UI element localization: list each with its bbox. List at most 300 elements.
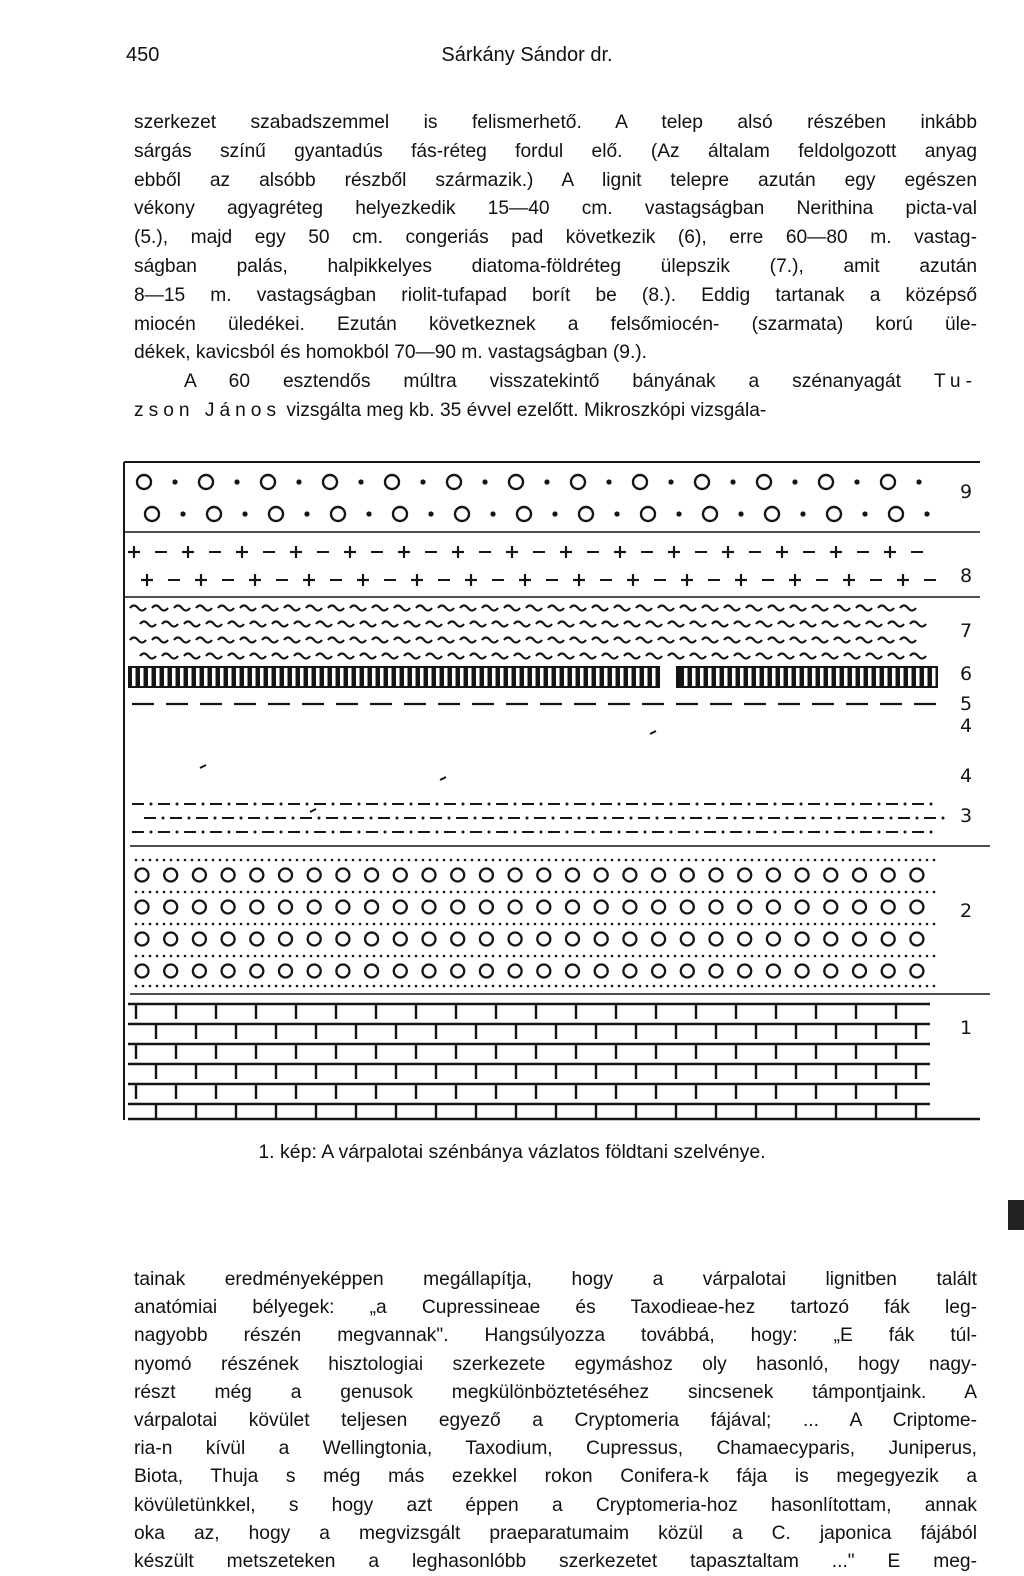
limestone-hatch — [292, 668, 296, 686]
sand-dot — [331, 985, 334, 988]
sand-dot — [534, 955, 537, 958]
sand-dot — [891, 923, 894, 926]
sand-dot — [338, 985, 341, 988]
sand-dot — [296, 891, 299, 894]
sand-dot — [639, 859, 642, 862]
sand-dot — [359, 985, 362, 988]
sand-dot — [826, 803, 829, 806]
shale-wave — [690, 654, 706, 659]
pebble-circle — [250, 933, 263, 946]
sand-dot — [748, 831, 751, 834]
sand-dot — [891, 891, 894, 894]
sand-dot — [219, 955, 222, 958]
sand-dot — [332, 803, 335, 806]
sand-dot — [280, 831, 283, 834]
sand-dot — [611, 891, 614, 894]
sand-dot — [566, 803, 569, 806]
shale-wave — [624, 654, 640, 659]
sand-dot — [884, 985, 887, 988]
gravel-dot — [916, 479, 921, 484]
shale-wave — [658, 606, 674, 611]
shale-wave — [272, 654, 288, 659]
sand-dot — [856, 985, 859, 988]
sand-dot — [345, 859, 348, 862]
limestone-hatch — [556, 668, 560, 686]
sand-dot — [674, 891, 677, 894]
sand-dot — [464, 955, 467, 958]
shale-wave — [152, 606, 168, 611]
sand-dot — [226, 859, 229, 862]
sand-dot — [639, 955, 642, 958]
sand-dot — [618, 859, 621, 862]
gravel-dot — [358, 479, 363, 484]
sand-dot — [478, 923, 481, 926]
sand-dot — [774, 831, 777, 834]
sand-dot — [219, 859, 222, 862]
shale-wave — [262, 606, 278, 611]
sand-dot — [702, 923, 705, 926]
sand-dot — [562, 891, 565, 894]
shale-wave — [768, 638, 784, 643]
sand-dot — [863, 923, 866, 926]
sand-dot — [891, 859, 894, 862]
sand-dot — [436, 859, 439, 862]
limestone-hatch — [620, 668, 624, 686]
sand-dot — [583, 923, 586, 926]
shale-wave — [548, 638, 564, 643]
sand-dot — [722, 831, 725, 834]
limestone-hatch — [452, 668, 456, 686]
shale-wave — [646, 654, 662, 659]
sand-dot — [695, 891, 698, 894]
sand-dot — [184, 859, 187, 862]
sand-dot — [205, 891, 208, 894]
sand-dot — [807, 891, 810, 894]
sand-dot — [618, 985, 621, 988]
sand-dot — [826, 831, 829, 834]
sand-dot — [514, 831, 517, 834]
sand-dot — [566, 831, 569, 834]
sand-dot — [779, 985, 782, 988]
sand-dot — [942, 817, 945, 820]
sand-dot — [786, 955, 789, 958]
limestone-hatch — [140, 668, 144, 686]
pebble-circle — [681, 965, 694, 978]
sand-dot — [838, 817, 841, 820]
sand-dot — [688, 891, 691, 894]
sand-dot — [310, 859, 313, 862]
sand-dot — [366, 859, 369, 862]
sand-dot — [338, 859, 341, 862]
sand-dot — [926, 923, 929, 926]
limestone-hatch — [492, 668, 496, 686]
sand-dot — [310, 923, 313, 926]
sand-dot — [828, 955, 831, 958]
gravel-dot — [854, 479, 859, 484]
sand-dot — [800, 803, 803, 806]
sand-dot — [583, 859, 586, 862]
sand-dot — [149, 923, 152, 926]
sand-dot — [744, 891, 747, 894]
sand-dot — [462, 831, 465, 834]
sand-dot — [429, 955, 432, 958]
shale-wave — [570, 606, 586, 611]
sand-dot — [415, 923, 418, 926]
pebble-circle — [910, 965, 923, 978]
sand-dot — [135, 891, 138, 894]
sand-dot — [163, 923, 166, 926]
shale-wave — [888, 622, 904, 627]
sand-dot — [408, 923, 411, 926]
sand-dot — [436, 985, 439, 988]
sand-dot — [324, 955, 327, 958]
sand-dot — [814, 859, 817, 862]
shale-wave — [592, 606, 608, 611]
sand-dot — [436, 803, 439, 806]
sand-dot — [464, 985, 467, 988]
sand-dot — [289, 985, 292, 988]
pebble-circle — [681, 869, 694, 882]
sand-dot — [765, 891, 768, 894]
sand-dot — [751, 955, 754, 958]
shale-wave — [844, 622, 860, 627]
text-line: oka az, hogy a megvizsgált praeparatumaim közül a C. japonica fájából — [134, 1522, 977, 1544]
shale-wave — [746, 606, 762, 611]
shale-wave — [416, 638, 432, 643]
pebble-circle — [365, 965, 378, 978]
sand-dot — [716, 955, 719, 958]
sand-dot — [514, 803, 517, 806]
sand-dot — [492, 923, 495, 926]
sand-dot — [526, 817, 529, 820]
shale-wave — [866, 622, 882, 627]
sand-dot — [681, 955, 684, 958]
sand-dot — [548, 955, 551, 958]
sand-dot — [198, 955, 201, 958]
sand-dot — [247, 923, 250, 926]
sand-dot — [583, 985, 586, 988]
pebble-circle — [193, 901, 206, 914]
sand-dot — [786, 817, 789, 820]
limestone-hatch — [516, 668, 520, 686]
sand-dot — [870, 955, 873, 958]
sand-dot — [660, 859, 663, 862]
sand-dot — [744, 985, 747, 988]
sand-dot — [443, 985, 446, 988]
pebble-circle — [853, 901, 866, 914]
sand-dot — [373, 891, 376, 894]
sand-dot — [436, 955, 439, 958]
shale-wave — [910, 654, 926, 659]
sand-dot — [611, 859, 614, 862]
limestone-hatch — [780, 668, 784, 686]
sand-dot — [786, 923, 789, 926]
sand-dot — [289, 955, 292, 958]
pebble-circle — [308, 965, 321, 978]
sand-dot — [891, 955, 894, 958]
geological-section-figure — [110, 452, 990, 1132]
sand-dot — [485, 859, 488, 862]
sand-dot — [660, 955, 663, 958]
sand-dot — [744, 859, 747, 862]
sand-dot — [878, 831, 881, 834]
pebble-circle — [710, 933, 723, 946]
limestone-hatch — [548, 668, 552, 686]
pebble-circle — [910, 869, 923, 882]
pebble-circle — [853, 869, 866, 882]
sand-dot — [912, 859, 915, 862]
sand-dot — [177, 985, 180, 988]
shale-wave — [724, 606, 740, 611]
sand-dot — [415, 985, 418, 988]
sand-dot — [233, 891, 236, 894]
pebble-circle — [451, 965, 464, 978]
sand-dot — [184, 923, 187, 926]
sand-dot — [394, 859, 397, 862]
sand-dot — [576, 891, 579, 894]
sand-dot — [828, 859, 831, 862]
limestone-hatch — [436, 668, 440, 686]
sand-dot — [303, 923, 306, 926]
gravel-circle — [455, 507, 469, 521]
gravel-dot — [490, 511, 495, 516]
sand-dot — [842, 859, 845, 862]
pebble-circle — [136, 901, 149, 914]
sand-dot — [359, 859, 362, 862]
sand-dot — [758, 859, 761, 862]
shale-wave — [448, 622, 464, 627]
shale-wave — [284, 638, 300, 643]
shale-wave — [438, 638, 454, 643]
sand-dot — [552, 817, 555, 820]
sand-dot — [331, 859, 334, 862]
pebble-circle — [824, 933, 837, 946]
gravel-dot — [862, 511, 867, 516]
shale-wave — [492, 622, 508, 627]
sand-dot — [303, 955, 306, 958]
sand-dot — [611, 923, 614, 926]
limestone-hatch — [644, 668, 648, 686]
sand-dot — [758, 985, 761, 988]
sand-dot — [212, 891, 215, 894]
sand-dot — [870, 923, 873, 926]
shale-wave — [460, 606, 476, 611]
sand-dot — [373, 923, 376, 926]
sand-dot — [912, 955, 915, 958]
shale-wave — [206, 622, 222, 627]
sand-dot — [548, 923, 551, 926]
shale-wave — [822, 654, 838, 659]
limestone-hatch — [732, 668, 736, 686]
sand-dot — [303, 891, 306, 894]
shale-wave — [360, 622, 376, 627]
shale-wave — [174, 638, 190, 643]
sand-dot — [214, 817, 217, 820]
shale-wave — [240, 606, 256, 611]
sand-dot — [688, 859, 691, 862]
sand-dot — [499, 891, 502, 894]
shale-wave — [856, 606, 872, 611]
shale-wave — [306, 606, 322, 611]
sand-dot — [506, 923, 509, 926]
sand-dot — [828, 985, 831, 988]
gravel-dot — [606, 479, 611, 484]
sand-dot — [317, 923, 320, 926]
limestone-hatch — [540, 668, 544, 686]
gravel-dot — [730, 479, 735, 484]
limestone-hatch — [388, 668, 392, 686]
sand-dot — [373, 859, 376, 862]
sand-dot — [821, 955, 824, 958]
sand-dot — [933, 859, 936, 862]
sand-dot — [534, 923, 537, 926]
sand-dot — [450, 985, 453, 988]
gravel-circle — [881, 475, 895, 489]
pebble-circle — [623, 901, 636, 914]
sand-dot — [548, 891, 551, 894]
sand-dot — [261, 923, 264, 926]
sand-dot — [625, 859, 628, 862]
sand-dot — [176, 831, 179, 834]
limestone-hatch — [484, 668, 488, 686]
pebble-circle — [250, 901, 263, 914]
shale-wave — [724, 638, 740, 643]
sand-dot — [240, 985, 243, 988]
text-line: kövületünkkel, s hogy azt éppen a Cryptomeria-hoz hasonlítottam, annak — [134, 1494, 977, 1516]
sand-dot — [905, 923, 908, 926]
limestone-hatch — [276, 668, 280, 686]
pebble-circle — [796, 965, 809, 978]
sand-dot — [527, 923, 530, 926]
sand-dot — [247, 859, 250, 862]
sand-dot — [751, 923, 754, 926]
limestone-hatch — [524, 668, 528, 686]
limestone-hatch — [308, 668, 312, 686]
sand-dot — [492, 955, 495, 958]
sand-dot — [457, 891, 460, 894]
sand-dot — [821, 891, 824, 894]
sand-dot — [919, 859, 922, 862]
shale-wave — [624, 622, 640, 627]
sand-dot — [170, 859, 173, 862]
pebble-circle — [164, 933, 177, 946]
sand-dot — [898, 955, 901, 958]
shale-wave — [394, 638, 410, 643]
pebble-circle — [509, 901, 522, 914]
sand-dot — [632, 923, 635, 926]
pebble-circle — [910, 933, 923, 946]
sand-dot — [163, 891, 166, 894]
sand-dot — [450, 891, 453, 894]
sand-dot — [317, 891, 320, 894]
shale-wave — [162, 622, 178, 627]
text-line: részt még a genusok megkülönböztetéséhez sincsenek támpontjaink. A — [134, 1381, 977, 1403]
sand-dot — [443, 923, 446, 926]
sand-dot — [150, 803, 153, 806]
layer-number-label: 4 — [960, 765, 973, 787]
sand-dot — [373, 985, 376, 988]
sand-dot — [709, 891, 712, 894]
sand-dot — [569, 923, 572, 926]
sand-dot — [254, 891, 257, 894]
sand-dot — [177, 891, 180, 894]
pebble-circle — [566, 901, 579, 914]
limestone-hatch — [172, 668, 176, 686]
sand-dot — [492, 891, 495, 894]
sand-dot — [527, 955, 530, 958]
sand-dot — [793, 923, 796, 926]
limestone-hatch — [156, 668, 160, 686]
shale-wave — [536, 654, 552, 659]
sand-dot — [842, 891, 845, 894]
sand-dot — [696, 831, 699, 834]
sand-dot — [191, 985, 194, 988]
sand-dot — [156, 985, 159, 988]
sand-dot — [163, 985, 166, 988]
pebble-circle — [824, 869, 837, 882]
sand-dot — [765, 923, 768, 926]
sand-dot — [578, 817, 581, 820]
gravel-circle — [207, 507, 221, 521]
sand-dot — [723, 955, 726, 958]
sand-dot — [513, 891, 516, 894]
pebble-circle — [595, 933, 608, 946]
shale-wave — [228, 622, 244, 627]
sand-dot — [268, 985, 271, 988]
sand-dot — [142, 891, 145, 894]
sand-dot — [135, 923, 138, 926]
sand-dot — [352, 891, 355, 894]
shale-wave — [834, 638, 850, 643]
sand-dot — [520, 923, 523, 926]
sand-dot — [436, 923, 439, 926]
pebble-circle — [394, 869, 407, 882]
sand-dot — [296, 955, 299, 958]
sand-dot — [670, 831, 673, 834]
gravel-dot — [792, 479, 797, 484]
shale-wave — [338, 654, 354, 659]
sand-dot — [228, 831, 231, 834]
sand-dot — [429, 859, 432, 862]
sand-dot — [774, 803, 777, 806]
sand-dot — [744, 923, 747, 926]
sand-dot — [282, 859, 285, 862]
shale-wave — [790, 638, 806, 643]
sand-dot — [748, 803, 751, 806]
shale-wave — [306, 638, 322, 643]
sand-dot — [723, 985, 726, 988]
gravel-dot — [482, 479, 487, 484]
pebble-circle — [882, 933, 895, 946]
gravel-circle — [331, 507, 345, 521]
sand-dot — [716, 923, 719, 926]
limestone-hatch — [828, 668, 832, 686]
shale-wave — [636, 638, 652, 643]
sand-dot — [555, 891, 558, 894]
shale-wave — [240, 638, 256, 643]
shale-wave — [514, 654, 530, 659]
pebble-circle — [623, 965, 636, 978]
sand-dot — [261, 985, 264, 988]
text-line: Biota, Thuja s még más ezekkel rokon Conifera-k fája is megegyezik a — [134, 1466, 977, 1488]
sand-dot — [730, 955, 733, 958]
sand-dot — [779, 955, 782, 958]
pebble-circle — [365, 933, 378, 946]
sand-dot — [499, 859, 502, 862]
gravel-dot — [180, 511, 185, 516]
pebble-circle — [164, 869, 177, 882]
sand-dot — [884, 891, 887, 894]
